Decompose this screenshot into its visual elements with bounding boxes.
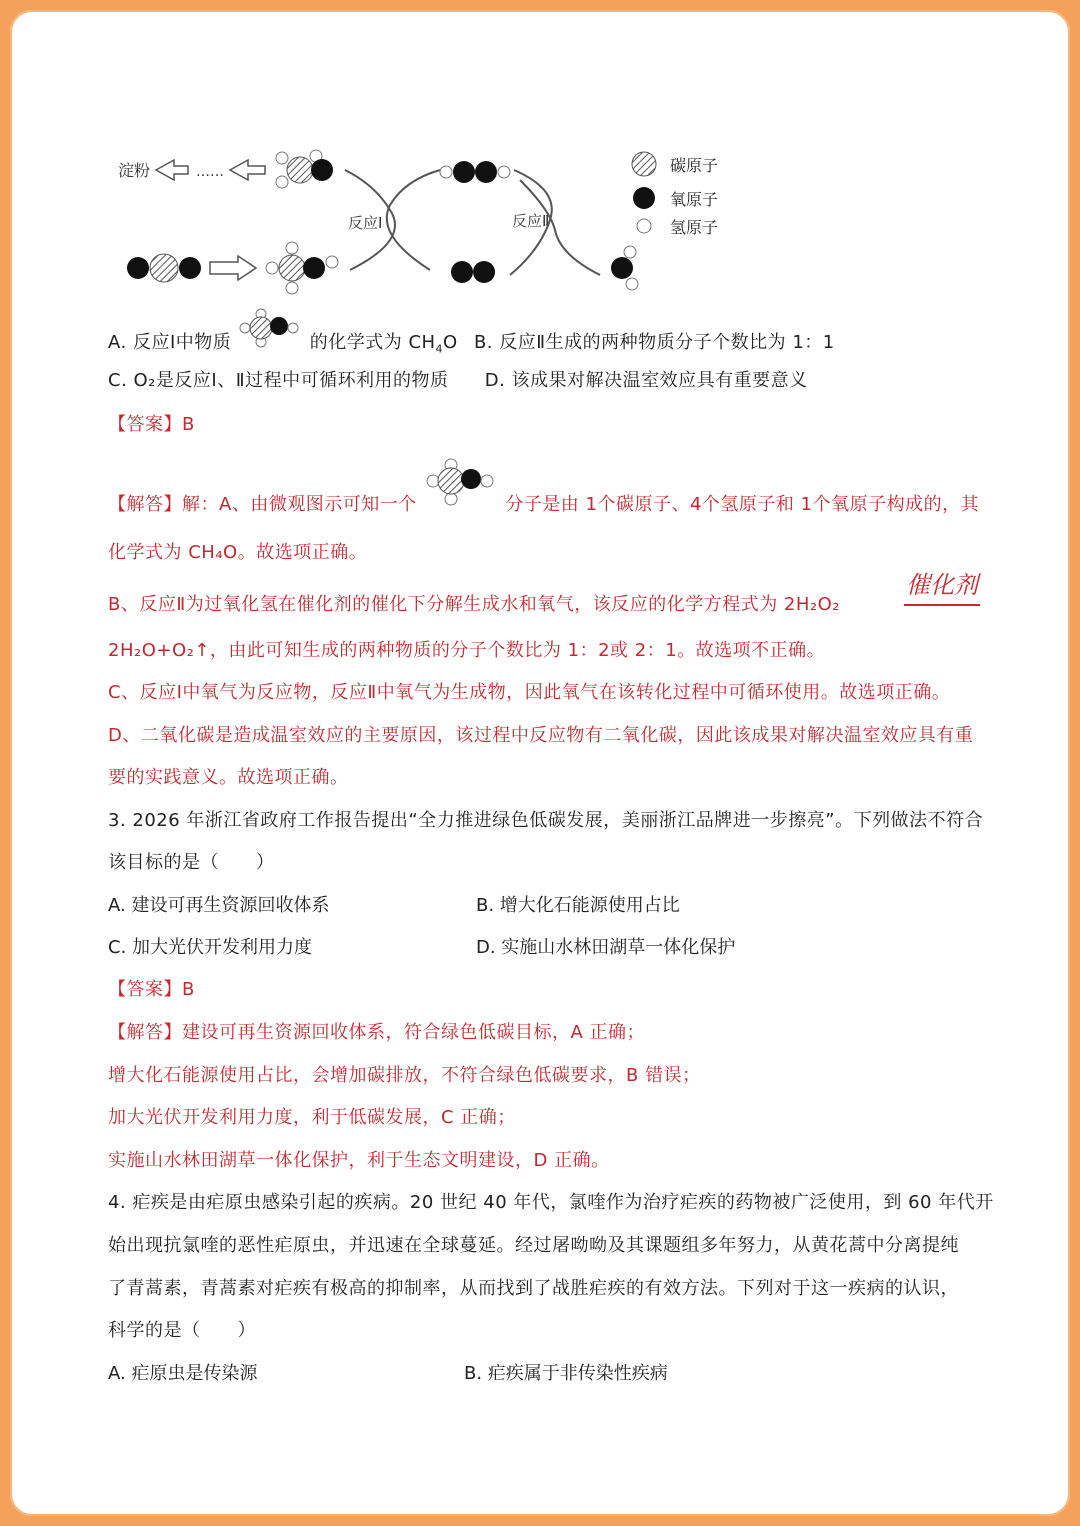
arrow-left-2 xyxy=(230,160,265,180)
q2-option-c: C. O₂是反应Ⅰ、Ⅱ过程中可循环利用的物质 xyxy=(108,370,449,391)
q3-option-a: A. 建设可再生资源回收体系 xyxy=(108,895,330,916)
document-page xyxy=(10,10,1070,1516)
catalyst-underline xyxy=(904,604,980,606)
q3-option-c: C. 加大光伏开发利用力度 xyxy=(108,937,313,958)
molecule-h2o2 xyxy=(440,161,510,183)
q3-option-d: D. 实施山水林田湖草一体化保护 xyxy=(476,937,736,958)
q3-stem-1: 3. 2026 年浙江省政府工作报告提出“全力推进绿色低碳发展，美丽浙江品牌进一步擦亮”。下列做法不符合 xyxy=(108,810,984,831)
molecule-h2o xyxy=(611,246,638,290)
q2-option-a-pre: A. 反应Ⅰ中物质 xyxy=(108,332,232,353)
q2-explanation-3: B、反应Ⅱ为过氧化氢在催化剂的催化下分解生成水和氧气，该反应的化学方程式为 2H₂O₂ xyxy=(108,594,841,615)
legend-oxygen xyxy=(630,184,718,212)
q2-explanation-1 xyxy=(108,490,979,516)
q4-option-b: B. 疟疾属于非传染性疾病 xyxy=(464,1363,668,1384)
q3-explanation-4: 实施山水林田湖草一体化保护，利于生态文明建设，D 正确。 xyxy=(108,1150,610,1171)
q2-answer: 【答案】B xyxy=(108,414,195,435)
q4-stem-1: 4. 疟疾是由疟原虫感染引起的疾病。20 世纪 40 年代，氯喹作为治疗疟疾的药物被广泛使用，到 60 年代开 xyxy=(108,1192,994,1213)
q3-explanation-3: 加大光伏开发利用力度，利于低碳发展，C 正确； xyxy=(108,1107,516,1128)
oxygen-atom-icon xyxy=(630,184,658,212)
q2-explanation-2: 化学式为 CH₄O。故选项正确。 xyxy=(108,542,368,563)
q4-stem-4: 科学的是（ ） xyxy=(108,1320,256,1341)
reaction2-label: 反应Ⅱ xyxy=(512,212,550,230)
molecule-ch4o-bottom xyxy=(266,242,338,294)
molecule-o2 xyxy=(451,261,495,283)
q2-explanation-7: 要的实践意义。故选项正确。 xyxy=(108,767,349,788)
q2-option-d: D. 该成果对解决温室效应具有重要意义 xyxy=(484,370,808,391)
q4-option-a: A. 疟原虫是传染源 xyxy=(108,1363,258,1384)
q3-stem-2: 该目标的是（ ） xyxy=(108,852,275,873)
reaction1-label: 反应Ⅰ xyxy=(348,214,383,232)
molecule-co2 xyxy=(127,254,201,282)
arrow-right-1 xyxy=(210,256,256,280)
carbon-atom-icon xyxy=(630,150,658,178)
dots-label: …… xyxy=(196,164,224,180)
catalyst-label: 催化剂 xyxy=(906,571,978,599)
q4-stem-2: 始出现抗氯喹的恶性疟原虫，并迅速在全球蔓延。经过屠呦呦及其课题组多年努力，从黄花蒿中分离提纯 xyxy=(108,1235,959,1256)
legend-carbon-label: 碳原子 xyxy=(670,155,719,175)
q3-option-b: B. 增大化石能源使用占比 xyxy=(476,895,680,916)
legend-hydrogen-label: 氢原子 xyxy=(670,217,719,237)
q2-exp1-post: 分子是由 1个碳原子、4个氢原子和 1个氧原子构成的，其 xyxy=(505,494,980,515)
q3-explanation-2: 增大化石能源使用占比，会增加碳排放，不符合绿色低碳要求，B 错误； xyxy=(108,1065,701,1086)
ch4o-molecule-icon xyxy=(237,306,303,356)
starch-label: 淀粉 xyxy=(118,161,151,180)
legend-hydrogen xyxy=(630,212,718,240)
q3-answer: 【答案】B xyxy=(108,979,195,1000)
q2-option-c-d xyxy=(108,366,808,392)
legend-carbon xyxy=(630,150,718,178)
q2-option-b: B. 反应Ⅱ生成的两种物质分子个数比为 1：1 xyxy=(473,332,835,353)
q2-explanation-5: C、反应Ⅰ中氧气为反应物，反应Ⅱ中氧气为生成物，因此氧气在该转化过程中可循环使用。故选项正确。 xyxy=(108,682,951,703)
q2-explanation-6: D、二氧化碳是造成温室效应的主要原因，该过程中反应物有二氧化碳，因此该成果对解决温室效应具有重 xyxy=(108,725,974,746)
q2-exp1-pre: 【解答】解：A、由微观图示可知一个 xyxy=(108,494,417,515)
arrow-left-1 xyxy=(156,160,188,180)
q2-option-a-end: O xyxy=(443,332,458,353)
legend-oxygen-label: 氧原子 xyxy=(670,189,719,209)
q3-explanation-1: 【解答】建设可再生资源回收体系，符合绿色低碳目标，A 正确； xyxy=(108,1022,646,1043)
molecule-ch4o-top xyxy=(276,150,333,188)
hydrogen-atom-icon xyxy=(630,212,658,240)
q4-stem-3: 了青蒿素，青蒿素对疟疾有极高的抑制率，从而找到了战胜疟疾的有效方法。下列对于这一疾病的认识， xyxy=(108,1278,959,1299)
ch4o-molecule-icon-2 xyxy=(423,455,499,515)
q2-option-a-sub: 4 xyxy=(435,342,444,356)
q2-explanation-4: 2H₂O+O₂↑，由此可知生成的两种物质的分子个数比为 1：2或 2：1。故选项不正确。 xyxy=(108,640,826,661)
q2-option-a-post: 的化学式为 CH xyxy=(309,332,436,353)
diagram-legend xyxy=(630,150,718,240)
q2-option-a-b xyxy=(108,328,835,356)
